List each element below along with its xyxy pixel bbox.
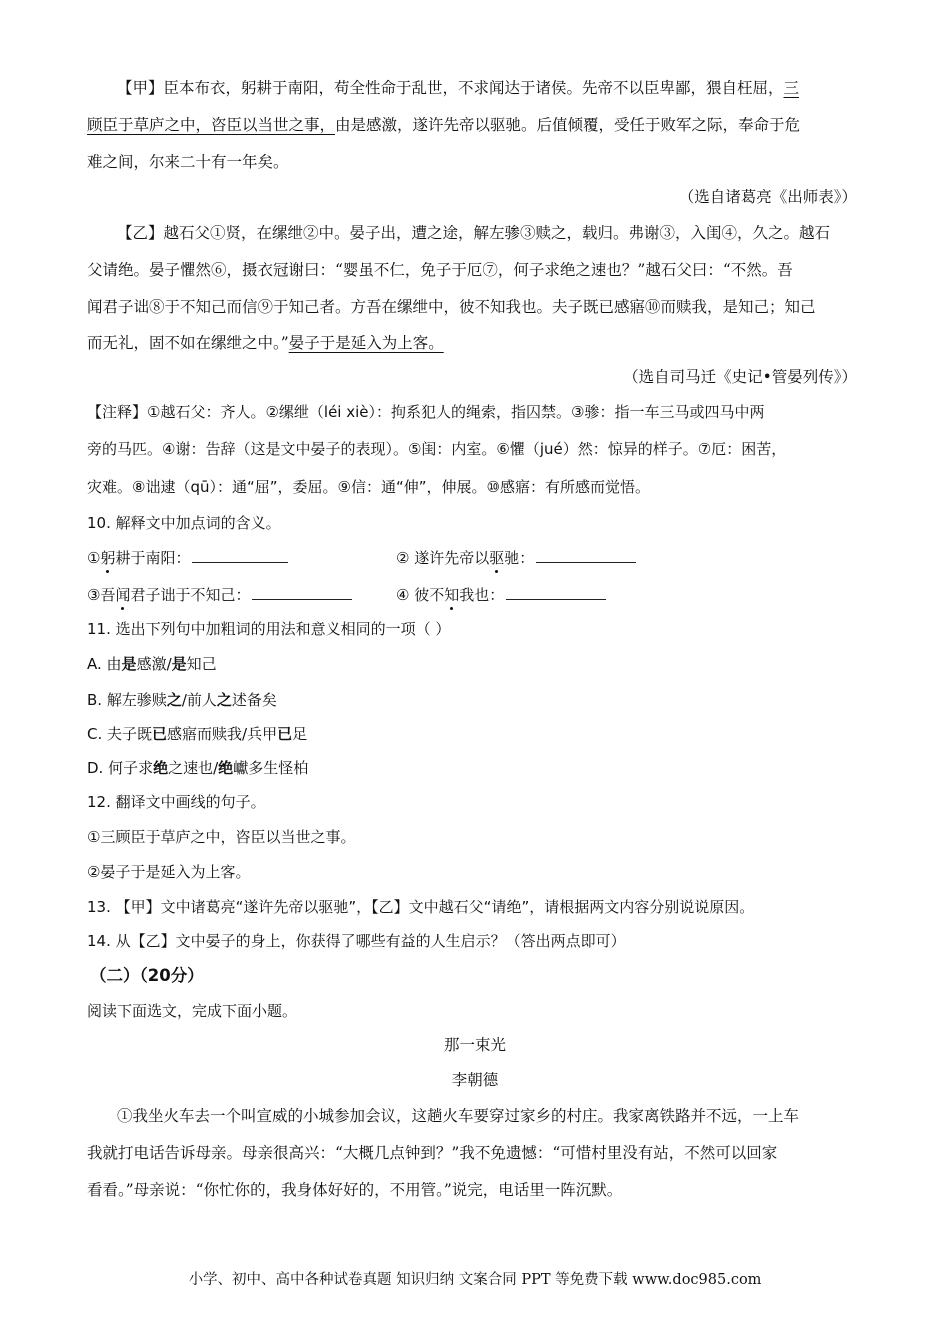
q10-item-4	[396, 585, 606, 605]
q11-option-c-mid: 感寤而赎我/兵甲	[167, 725, 278, 743]
section-2-instruction: 阅读下面选文，完成下面小题。	[87, 1002, 298, 1020]
jia-source: （选自诸葛亮《出师表》）	[678, 188, 857, 206]
q10-item-3	[87, 585, 352, 605]
q11-option-a-end: 知己	[186, 655, 217, 673]
q14-stem: 14. 从【乙】文中晏子的身上，你获得了哪些有益的人生启示？（答出两点即可）	[87, 932, 626, 950]
q12-sentence-2: ②晏子于是延入为上客。	[87, 863, 251, 881]
q10-answer-blank-1[interactable]	[192, 548, 288, 563]
yi-line-1: 【乙】越石父①贤，在缧绁②中。晏子出，遭之途，解左骖③赎之，载归。弗谢③，入闺④，久之。越石	[117, 224, 831, 242]
q11-option-a-mid: 感激/	[136, 655, 172, 673]
q11-option-b[interactable]	[87, 690, 277, 710]
q10-item-4-prefix: ④ 彼不	[396, 586, 445, 604]
q11-option-c-end: 足	[292, 725, 308, 743]
q11-option-d-mid: 之速也/	[168, 759, 219, 777]
yi-source: （选自司马迁《史记•管晏列传》）	[623, 368, 857, 386]
notes-line-1: 【注释】①越石父：齐人。②缧绁（léi xiè）：拘系犯人的绳索，指囚禁。③骖：指一车三马或四马中两	[87, 403, 765, 421]
q12-sentence-1: ①三顾臣于草庐之中，咨臣以当世之事。	[87, 828, 356, 846]
yi-text: 而无礼，固不如在缧绁之中。”	[87, 334, 289, 352]
jia-text: 由是感激，遂许先帝以驱驰。后值倾覆，受任于败军之际，奉命于危	[335, 116, 801, 134]
q12-stem: 12. 翻译文中画线的句子。	[87, 793, 266, 811]
q11-option-a-label: A. 由	[87, 655, 122, 673]
notes-line-2: 旁的马匹。④谢：告辞（这是文中晏子的表现）。⑤闺：内室。⑥懼（jué）然：惊异的样子。⑦厄：困苦，	[87, 440, 787, 458]
yi-underlined-sentence: 晏子于是延入为上客。	[288, 334, 444, 352]
jia-line-1	[117, 78, 799, 98]
section-2-heading: （二）（20分）	[90, 966, 204, 985]
article-paragraph-1-line-3: 看看。”母亲说：“你忙你的，我身体好好的，不用管。”说完，电话里一阵沉默。	[87, 1181, 623, 1199]
q11-option-d[interactable]	[87, 758, 308, 778]
q10-answer-blank-4[interactable]	[506, 585, 606, 600]
q11-stem: 11. 选出下列句中加粗词的用法和意义相同的一项（ ）	[87, 620, 451, 638]
q11-option-b-bold-2: 之	[216, 691, 232, 709]
q10-item-1-dotted-word: 躬	[100, 549, 116, 567]
q11-option-a-bold-1: 是	[121, 655, 137, 673]
q13-stem: 13. 【甲】文中诸葛亮“遂许先帝以驱驰”，【乙】文中越石父“请绝”，请根据两文内容分别说说原因。	[87, 898, 755, 916]
q10-item-2-dotted-word: 驱	[489, 549, 505, 567]
jia-line-2	[87, 115, 800, 135]
q11-option-d-bold-2: 绝	[218, 759, 234, 777]
notes-line-3: 灾难。⑧诎逮（qū）：通“屈”，委屈。⑨信：通“伸”，伸展。⑩感寤：有所感而觉悟。	[87, 478, 650, 496]
jia-underlined-sentence-start: 三	[783, 79, 800, 97]
yi-line-3: 闻君子诎⑧于不知己而信⑨于知己者。方吾在缧绁中，彼不知我也。夫子既已感寤⑩而赎我，是知己；知己	[87, 298, 816, 316]
article-paragraph-1-line-1: ①我坐火车去一个叫宣威的小城参加会议，这趟火车要穿过家乡的村庄。我家离铁路并不远，一上车	[117, 1107, 800, 1125]
q10-stem: 10. 解释文中加点词的含义。	[87, 514, 281, 532]
q10-item-3-prefix: ③吾	[87, 586, 116, 604]
q10-item-4-dotted-word: 知	[444, 586, 460, 604]
q11-option-c-bold-2: 已	[277, 725, 293, 743]
q11-option-a[interactable]	[87, 654, 217, 674]
article-title: 那一束光	[443, 1036, 506, 1054]
yi-line-4	[87, 333, 444, 353]
q11-option-d-label: D. 何子求	[87, 759, 154, 777]
q11-option-b-label: B. 解左骖赎	[87, 691, 167, 709]
q11-option-d-bold-1: 绝	[153, 759, 169, 777]
q10-item-1-suffix: 耕于南阳：	[115, 549, 191, 567]
q11-option-c-bold-1: 已	[152, 725, 168, 743]
q11-option-d-end: 巘多生怪柏	[233, 759, 309, 777]
q10-answer-blank-3[interactable]	[252, 585, 352, 600]
jia-underlined-sentence: 顾臣于草庐之中，咨臣以当世之事，	[87, 116, 336, 134]
q10-item-3-dotted-word: 闻	[115, 586, 131, 604]
q10-item-3-suffix: 君子诎于不知己：	[130, 586, 251, 604]
article-paragraph-1-line-2: 我就打电话告诉母亲。母亲很高兴：“大概几点钟到？”我不免遗憾：“可惜村里没有站，不然可以回家	[87, 1144, 778, 1162]
q11-option-c-label: C. 夫子既	[87, 725, 153, 743]
q11-option-c[interactable]	[87, 724, 307, 744]
q10-item-1	[87, 548, 288, 568]
q10-item-2	[396, 548, 636, 568]
article-author: 李朝德	[451, 1071, 499, 1089]
q11-option-b-end: 述备矣	[231, 691, 277, 709]
q10-item-4-suffix: 我也：	[459, 586, 505, 604]
jia-text: 【甲】臣本布衣，躬耕于南阳，苟全性命于乱世，不求闻达于诸侯。先帝不以臣卑鄙，猥自枉屈，	[117, 79, 784, 97]
q11-option-a-bold-2: 是	[171, 655, 187, 673]
footer-watermark: 小学、初中、高中各种试卷真题 知识归纳 文案合同 PPT 等免费下载 www.doc985.com	[188, 1272, 762, 1288]
q11-option-b-mid: /前人	[181, 691, 217, 709]
q10-item-2-prefix: ② 遂许先帝以	[396, 549, 490, 567]
q10-item-1-prefix: ①	[87, 549, 101, 567]
q10-item-2-suffix: 驰：	[504, 549, 535, 567]
q11-option-b-bold-1: 之	[166, 691, 182, 709]
q10-answer-blank-2[interactable]	[536, 548, 636, 563]
jia-line-3: 难之间，尔来二十有一年矣。	[87, 153, 289, 171]
yi-line-2: 父请绝。晏子懼然⑥，摄衣冠谢曰：“婴虽不仁，免子于厄⑦，何子求绝之速也？”越石父曰：“不然。吾	[87, 261, 793, 279]
